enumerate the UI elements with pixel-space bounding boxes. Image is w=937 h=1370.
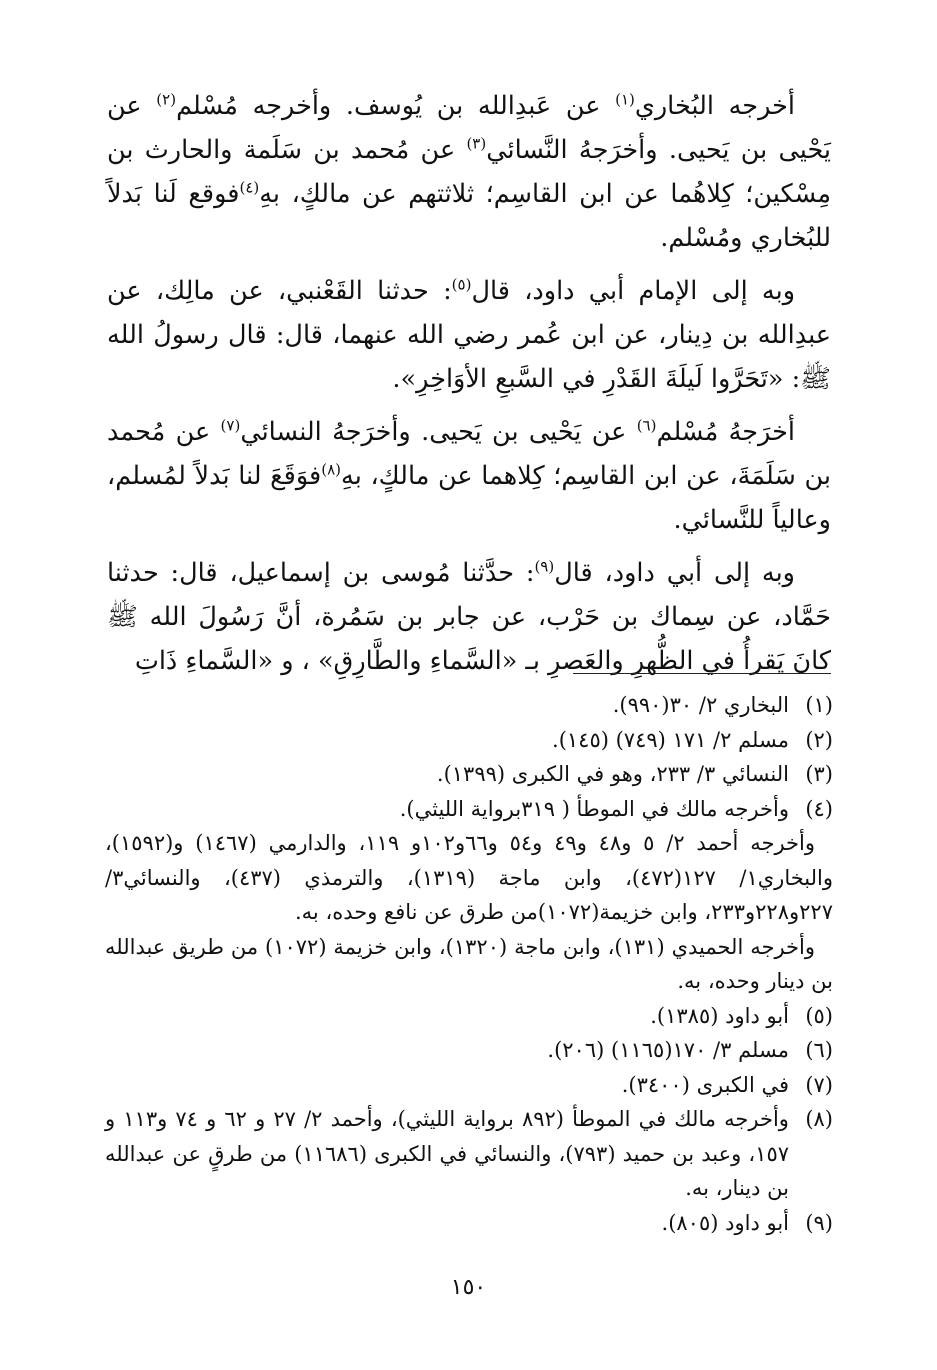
paragraph-3 <box>107 410 831 542</box>
footnote-ref-7[interactable]: (٧) <box>220 416 241 435</box>
footnote-9 <box>105 1206 833 1241</box>
paragraph-2-text: : حدثنا القَعْنبي، عن مالِك، عن عبدِالله بن دِينار، عن ابن عُمر رضي الله عنهما، قال: قال رسولُ الله ﷺ: «تَحَرَّوا لَيلَةَ القَدْرِ في السَّبعِ الأوَاخِرِ». <box>107 276 831 394</box>
paragraph-1-text: أخرجه البُخاري <box>634 91 795 121</box>
footnote-ref-9[interactable]: (٩) <box>534 557 555 576</box>
paragraph-3-text: عن مُحمد بن سَلَمَةَ، عن ابن القاسِم؛ كِلاهما عن مالكٍ، بهِ <box>107 417 832 491</box>
paragraph-1-text: عن يَحْيى بن يَحيى. وأخرَجهُ النَّسائي <box>107 91 831 165</box>
footnote-ref-5[interactable]: (٥) <box>451 275 472 294</box>
footnote-number: (٩) <box>805 1210 833 1235</box>
footnote-6 <box>105 1033 833 1068</box>
footnote-ref-2[interactable]: (٢) <box>156 90 177 109</box>
footnote-number: (١) <box>805 693 833 717</box>
footnote-number: (٦) <box>805 1038 833 1062</box>
paragraph-3-text: عن يَحْيى بن يَحيى. وأخرَجهُ النسائي <box>240 417 637 447</box>
footnote-text: وأخرجه مالك في الموطأ (٨٩٢ برواية الليثي)، وأحمد ٢/ ٢٧ و ٦٢ و ٧٤ و١١٣ و ١٥٧، وعبد بن حميد (٧٩٣)، والنسائي في الكبرى (١١٦٨٦) من طرقٍ عن عبدالله بن دينار، به. <box>105 1107 790 1200</box>
footnote-2 <box>105 723 833 758</box>
footnote-ref-6[interactable]: (٦) <box>636 416 657 435</box>
footnote-text: مسلم ٣/ ١٧٠(١١٦٥) (٢٠٦). <box>547 1038 789 1062</box>
paragraph-1 <box>107 84 831 260</box>
main-text-body <box>107 84 831 692</box>
footnote-number: (٢) <box>805 727 833 752</box>
footnote-ref-4[interactable]: (٤) <box>239 178 260 197</box>
footnote-4-continuation: وأخرجه أحمد ٢/ ٥ و٤٨ و٤٩ و٥٤ و٦٦و١٠٢و ١١٩، والدارمي (١٤٦٧) و(١٥٩٢)، والبخاري١/ ١٢٧(٤٧٢)، وابن ماجة (١٣١٩)، والترمذي (٤٣٧)، والنسائي٣/ ٢٢٧و٢٢٨و٢٣٣، وابن خزيمة(١٠٧٢)من طرق عن نافع وحده، به. <box>105 831 833 924</box>
paragraph-3-text: أخرَجهُ مُسْلم <box>656 417 795 447</box>
footnote-text: في الكبرى (٣٤٠٠). <box>621 1072 789 1097</box>
footnote-text: النسائي ٣/ ٢٣٣، وهو في الكبرى (١٣٩٩). <box>436 762 789 786</box>
footnote-5 <box>105 999 833 1034</box>
footnote-text: البخاري ٢/ ٣٠(٩٩٠). <box>612 693 789 717</box>
footnotes-section <box>105 688 833 1240</box>
footnote-number: (٣) <box>805 762 833 786</box>
paragraph-4-text: وبه إلى أبي داود، قال <box>554 558 795 588</box>
page-number: ١٥٠ <box>450 1275 487 1300</box>
footnote-7 <box>105 1068 833 1103</box>
footnote-number: (٧) <box>805 1072 833 1097</box>
footnote-divider <box>573 673 831 674</box>
paragraph-4 <box>107 551 831 683</box>
paragraph-1-text: عن عَبدِالله بن يُوسف. وأخرجه مُسْلم <box>176 91 616 121</box>
footnote-3 <box>105 757 833 792</box>
footnote-text: وأخرجه مالك في الموطأ ( ٣١٩برواية الليثي). <box>399 796 789 821</box>
paragraph-4-text: : حدَّثنا مُوسى بن إسماعيل، قال: حدثنا حَمَّاد، عن سِماك بن حَرْب، عن جابر بن سَمُرة، أنَّ رَسُولَ الله ﷺ كانَ يَقرأُ في الظُّهرِ والعَصرِ بـ «السَّماءِ والطَّارِقِ» ، و «السَّماءِ ذَاتِ <box>107 558 831 676</box>
footnote-4-continuation: وأخرجه الحميدي (١٣١)، وابن ماجة (١٣٢٠)، وابن خزيمة (١٠٧٢) من طريق عبدالله بن دينار وحده، به. <box>105 934 833 993</box>
footnote-text: مسلم ٢/ ١٧١ (٧٤٩) (١٤٥). <box>552 727 789 752</box>
footnote-ref-3[interactable]: (٣) <box>466 134 487 153</box>
footnote-4 <box>105 792 833 827</box>
footnote-text: أبو داود (٨٠٥). <box>661 1210 789 1235</box>
footnote-number: (٨) <box>805 1107 833 1131</box>
footnote-ref-8[interactable]: (٨) <box>321 460 342 479</box>
footnote-number: (٤) <box>805 796 833 821</box>
paragraph-1-text: عن مُحمد بن سَلَمة والحارث بن مِسْكين؛ كِلاهُما عن ابن القاسِم؛ ثلاثتهم عن مالكٍ، بهِ <box>107 135 831 209</box>
paragraph-2-text: وبه إلى الإمام أبي داود، قال <box>471 276 796 306</box>
paragraph-2 <box>107 269 831 401</box>
footnote-text: أبو داود (١٣٨٥). <box>650 1003 789 1028</box>
paragraph-3-text: فوَقَعَ لنا بَدلاً لمُسلم، وعالياً للنَّسائي. <box>107 461 831 535</box>
footnote-1 <box>105 688 833 723</box>
footnote-ref-1[interactable]: (١) <box>615 90 635 109</box>
footnote-8 <box>105 1102 833 1206</box>
footnote-number: (٥) <box>805 1003 833 1028</box>
paragraph-1-text: فوقع لَنا بَدلاً للبُخاري ومُسْلم. <box>107 179 831 253</box>
